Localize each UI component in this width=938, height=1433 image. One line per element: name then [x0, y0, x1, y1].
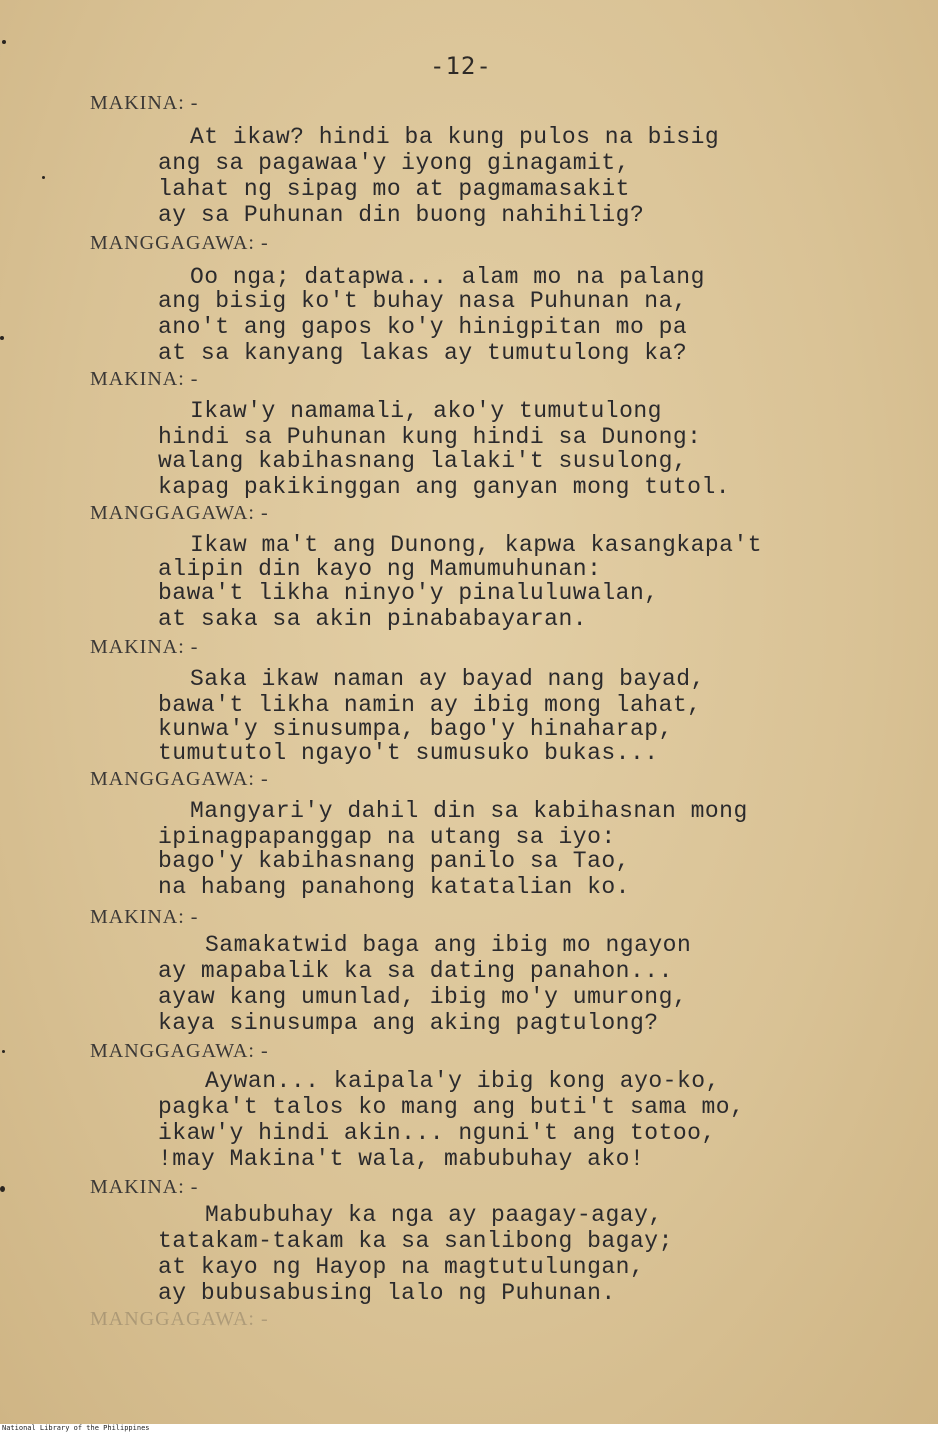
verse-line: At ikaw? hindi ba kung pulos na bisig — [190, 124, 720, 150]
verse-line: ang sa pagawaa'y iyong ginagamit, — [158, 150, 630, 176]
verse-line: tumututol ngayo't sumusuko bukas... — [158, 740, 659, 766]
verse-line: tatakam-takam ka sa sanlibong bagay; — [158, 1228, 673, 1254]
scan-speck — [0, 1186, 5, 1192]
verse-line: Ikaw'y namamali, ako'y tumutulong — [190, 398, 662, 424]
verse-line: ay mapabalik ka sa dating panahon... — [158, 958, 673, 984]
verse-line: ano't ang gapos ko'y hinigpitan mo pa — [158, 314, 688, 340]
verse-line: kapag pakikinggan ang ganyan mong tutol. — [158, 474, 731, 500]
scan-speck — [42, 176, 45, 179]
verse-line: ikaw'y hindi akin... nguni't ang totoo, — [158, 1120, 716, 1146]
verse-line: lahat ng sipag mo at pagmamasakit — [158, 176, 630, 202]
verse-line: Ikaw ma't ang Dunong, kapwa kasangkapa't — [190, 532, 763, 558]
verse-line: !may Makina't wala, mabubuhay ako! — [158, 1146, 645, 1172]
verse-line: Oo nga; datapwa... alam mo na palang — [190, 264, 705, 290]
footer-credit: National Library of the Philippines — [2, 1424, 150, 1432]
footer-bar — [0, 1424, 938, 1433]
verse-line: hindi sa Puhunan kung hindi sa Dunong: — [158, 424, 702, 450]
scan-speck — [0, 336, 4, 340]
scan-speck — [2, 1050, 5, 1053]
verse-line: at saka sa akin pinababayaran. — [158, 606, 588, 632]
verse-line: ayaw kang umunlad, ibig mo'y umurong, — [158, 984, 688, 1010]
verse-line: na habang panahong katatalian ko. — [158, 874, 630, 900]
verse-line: at sa kanyang lakas ay tumutulong ka? — [158, 340, 688, 366]
verse-line: Mabubuhay ka nga ay paagay-agay, — [205, 1202, 663, 1228]
verse-line: bawa't likha namin ay ibig mong lahat, — [158, 692, 702, 718]
verse-line: bago'y kabihasnang panilo sa Tao, — [158, 848, 630, 874]
verse-line: alipin din kayo ng Mamumuhunan: — [158, 556, 602, 582]
verse-line: Saka ikaw naman ay bayad nang bayad, — [190, 666, 705, 692]
speaker-label: MANGGAGAWA: - — [90, 768, 269, 790]
page-number: -12- — [430, 52, 492, 80]
speaker-label: MANGGAGAWA: - — [90, 502, 269, 524]
speaker-label: MAKINA: - — [90, 368, 199, 390]
speaker-label: MAKINA: - — [90, 636, 199, 658]
scan-speck — [2, 40, 6, 44]
verse-line: ipinagpapanggap na utang sa iyo: — [158, 824, 616, 850]
speaker-label: MANGGAGAWA: - — [90, 1040, 269, 1062]
speaker-label: MAKINA: - — [90, 906, 199, 928]
verse-line: ang bisig ko't buhay nasa Puhunan na, — [158, 288, 688, 314]
verse-line: pagka't talos ko mang ang buti't sama mo, — [158, 1094, 745, 1120]
verse-line: Aywan... kaipala'y ibig kong ayo-ko, — [205, 1068, 720, 1094]
verse-line: at kayo ng Hayop na magtutulungan, — [158, 1254, 645, 1280]
verse-line: Samakatwid baga ang ibig mo ngayon — [205, 932, 692, 958]
verse-line: ay bubusabusing lalo ng Puhunan. — [158, 1280, 616, 1306]
verse-line: walang kabihasnang lalaki't susulong, — [158, 448, 688, 474]
verse-line: Mangyari'y dahil din sa kabihasnan mong — [190, 798, 748, 824]
verse-line: bawa't likha ninyo'y pinaluluwalan, — [158, 580, 659, 606]
verse-line: kaya sinusumpa ang aking pagtulong? — [158, 1010, 659, 1036]
speaker-label-faded: MANGGAGAWA: - — [90, 1308, 269, 1330]
speaker-label: MAKINA: - — [90, 92, 199, 114]
verse-line: ay sa Puhunan din buong nahihilig? — [158, 202, 645, 228]
verse-line: kunwa'y sinusumpa, bago'y hinaharap, — [158, 716, 673, 742]
speaker-label: MANGGAGAWA: - — [90, 232, 269, 254]
speaker-label: MAKINA: - — [90, 1176, 199, 1198]
